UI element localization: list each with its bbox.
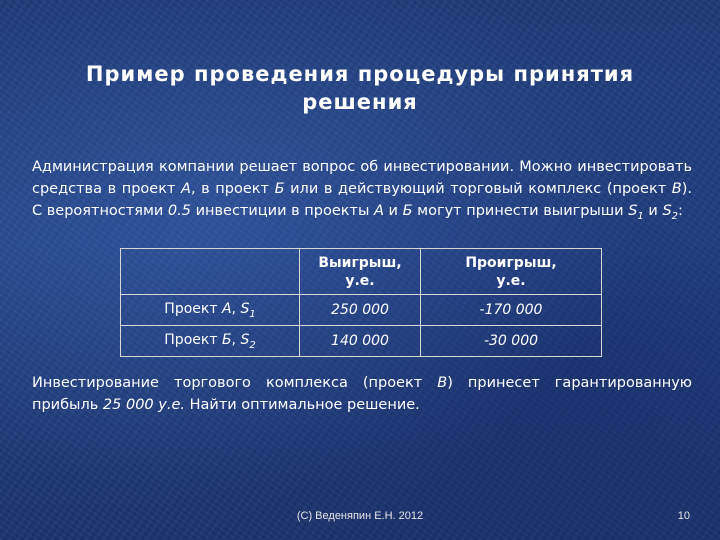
intro-text: инвестиции в проекты xyxy=(190,203,375,219)
table-header-row xyxy=(121,249,602,295)
intro-text: , в проект xyxy=(190,181,275,197)
loss-header: Проигрыш, у.е. xyxy=(421,249,602,295)
project-v-ref: В xyxy=(671,181,682,197)
project-b-ref: Б xyxy=(274,181,285,197)
project-a-ref: А xyxy=(181,181,191,197)
s2-symbol: $S_2$ xyxy=(662,203,679,222)
slide-title xyxy=(40,60,680,116)
guaranteed-amount: 25 000 у.е. xyxy=(102,397,185,413)
s1-symbol: $S_1$ xyxy=(628,203,644,222)
table-row xyxy=(121,295,602,326)
loss-value: -30 000 xyxy=(421,326,602,357)
gain-value: 140 000 xyxy=(300,326,421,357)
slide-title-line2: решения xyxy=(302,90,418,114)
gain-value: 250 000 xyxy=(300,295,421,326)
project-a-ref: А xyxy=(374,203,384,219)
gain-header: Выигрыш, у.е. xyxy=(300,249,421,295)
intro-text: или в действующий торговый комплекс (проект xyxy=(284,181,672,197)
table-corner-cell xyxy=(121,249,300,295)
probability-value: 0.5 xyxy=(167,203,191,219)
table-row xyxy=(121,326,602,357)
intro-paragraph xyxy=(32,156,692,228)
row-label: Проект А, $S_1$ xyxy=(121,295,300,326)
slide-title-line1: Пример проведения процедуры принятия xyxy=(85,62,635,86)
intro-text: могут принести выигрыши xyxy=(412,203,629,219)
project-b-ref: Б xyxy=(402,203,413,219)
intro-text: : xyxy=(678,203,683,219)
loss-value: -170 000 xyxy=(421,295,602,326)
payoff-table xyxy=(120,248,602,357)
intro-text: ). С вероятностями xyxy=(32,181,692,219)
conclusion-paragraph xyxy=(32,372,692,416)
conclusion-text: Найти оптимальное решение. xyxy=(185,397,420,413)
intro-text: и xyxy=(383,203,403,219)
row-label: Проект Б, $S_2$ xyxy=(121,326,300,357)
project-v-ref: В xyxy=(437,375,448,391)
page-number: 10 xyxy=(677,510,690,522)
intro-text: и xyxy=(643,203,663,219)
conclusion-text: ) принесет гарантированную прибыль xyxy=(32,375,693,413)
intro-text: Администрация компании решает вопрос об инвестировании. Можно инвестировать средства в проект xyxy=(32,159,692,197)
conclusion-text: Инвестирование торгового комплекса (проект xyxy=(32,375,438,391)
footer-author: (С) Веденяпин Е.Н. 2012 xyxy=(296,510,424,522)
